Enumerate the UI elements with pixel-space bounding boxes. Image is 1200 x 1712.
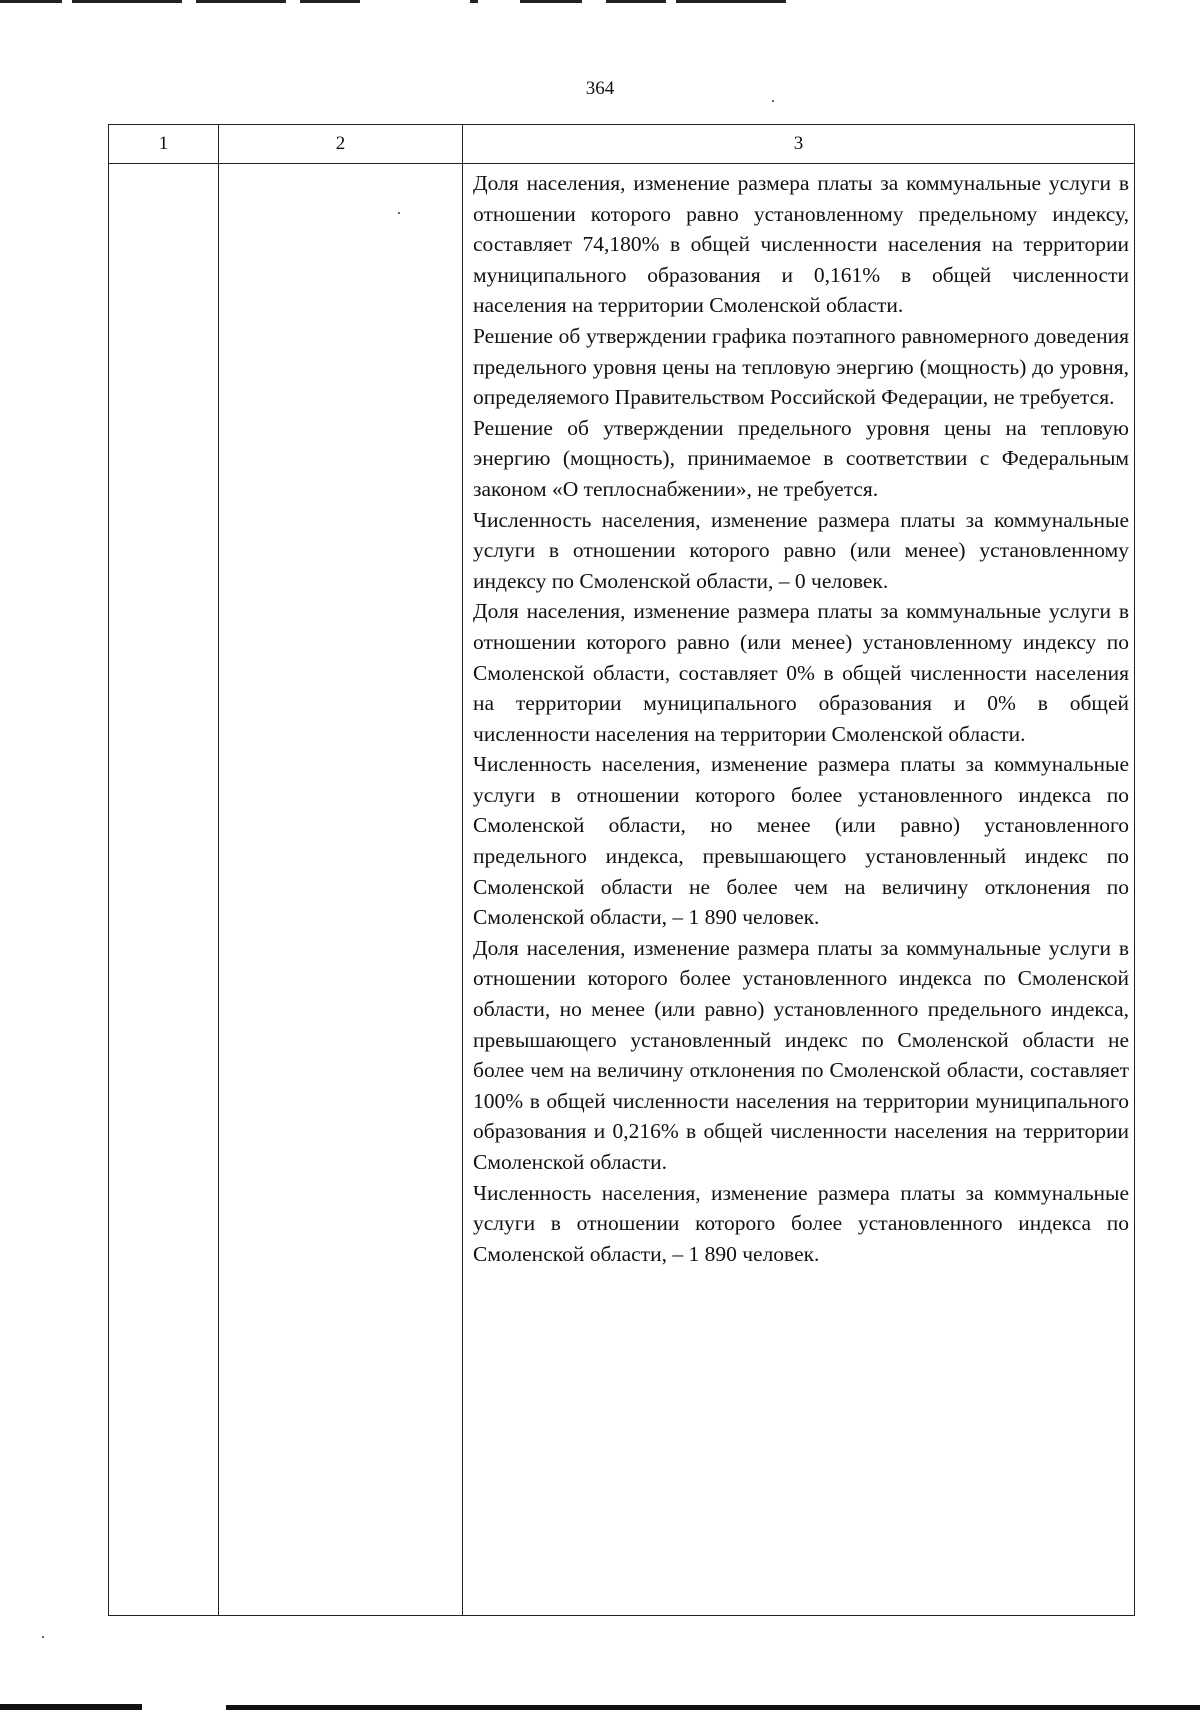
paragraph-population-count-equal-index: Численность населения, изменение размера платы за коммунальные услуги в отношении которого равно (или менее) установленному индексу по Смоленской области, – 0 человек. [473, 507, 1129, 593]
column-header-3: 3 [463, 125, 1135, 164]
page-number: 364 [585, 78, 615, 99]
paragraph-population-share-above-index: Доля населения, изменение размера платы за коммунальные услуги в отношении которого более установленного индекса по Смоленской области, но менее (или равно) установленного предельного индекса, превышающего установленный индекс по Смоленской области не более чем на величину отклонения по Смоленской области, составляет 100% в общей численности населения на территории муниципального образования и 0,216% в общей численности населения на территории Смоленской области. [473, 935, 1129, 1174]
column-header-1: 1 [109, 125, 219, 164]
column-2-cell [219, 164, 463, 1616]
table-header-row [109, 125, 1135, 164]
scan-speck [42, 1636, 44, 1638]
scan-artifact-bottom [0, 1700, 1200, 1712]
column-3-cell [463, 164, 1135, 1616]
scan-artifact-top [0, 0, 1200, 8]
paragraph-price-limit-decision: Решение об утверждении предельного уровня цены на тепловую энергию (мощность), принимаемое в соответствии с Федеральным законом «О теплоснабжении», не требуется. [473, 415, 1129, 501]
paragraph-population-count-more-than-index: Численность населения, изменение размера платы за коммунальные услуги в отношении которого более установленного индекса по Смоленской области, – 1 890 человек. [473, 1180, 1129, 1266]
column-header-2: 2 [219, 125, 463, 164]
paragraph-population-count-above-index: Численность населения, изменение размера платы за коммунальные услуги в отношении которого более установленного индекса по Смоленской области, но менее (или равно) установленного предельного индекса, превышающего установленный индекс по Смоленской области не более чем на величину отклонения по Смоленской области, – 1 890 человек. [473, 752, 1129, 930]
scan-speck [772, 100, 774, 102]
document-table [108, 124, 1135, 1616]
paragraph-population-share-equal-limit: Доля населения, изменение размера платы за коммунальные услуги в отношении которого равно установленному предельному индексу, составляет 74,180% в общей численности населения на территории муниципального образования и 0,161% в общей численности населения на территории Смоленской области. [473, 171, 1129, 318]
paragraph-schedule-decision: Решение об утверждении графика поэтапного равномерного доведения предельного уровня цены на тепловую энергию (мощность) до уровня, определяемого Правительством Российской Федерации, не требуется. [473, 323, 1129, 410]
table-row [109, 164, 1135, 1616]
column-1-cell [109, 164, 219, 1616]
paragraph-population-share-equal-index: Доля населения, изменение размера платы за коммунальные услуги в отношении которого равно (или менее) установленному индексу по Смоленской области, составляет 0% в общей численности населения на территории муниципального образования и 0% в общей численности населения на территории Смоленской области. [473, 599, 1129, 746]
scan-speck [398, 212, 400, 214]
